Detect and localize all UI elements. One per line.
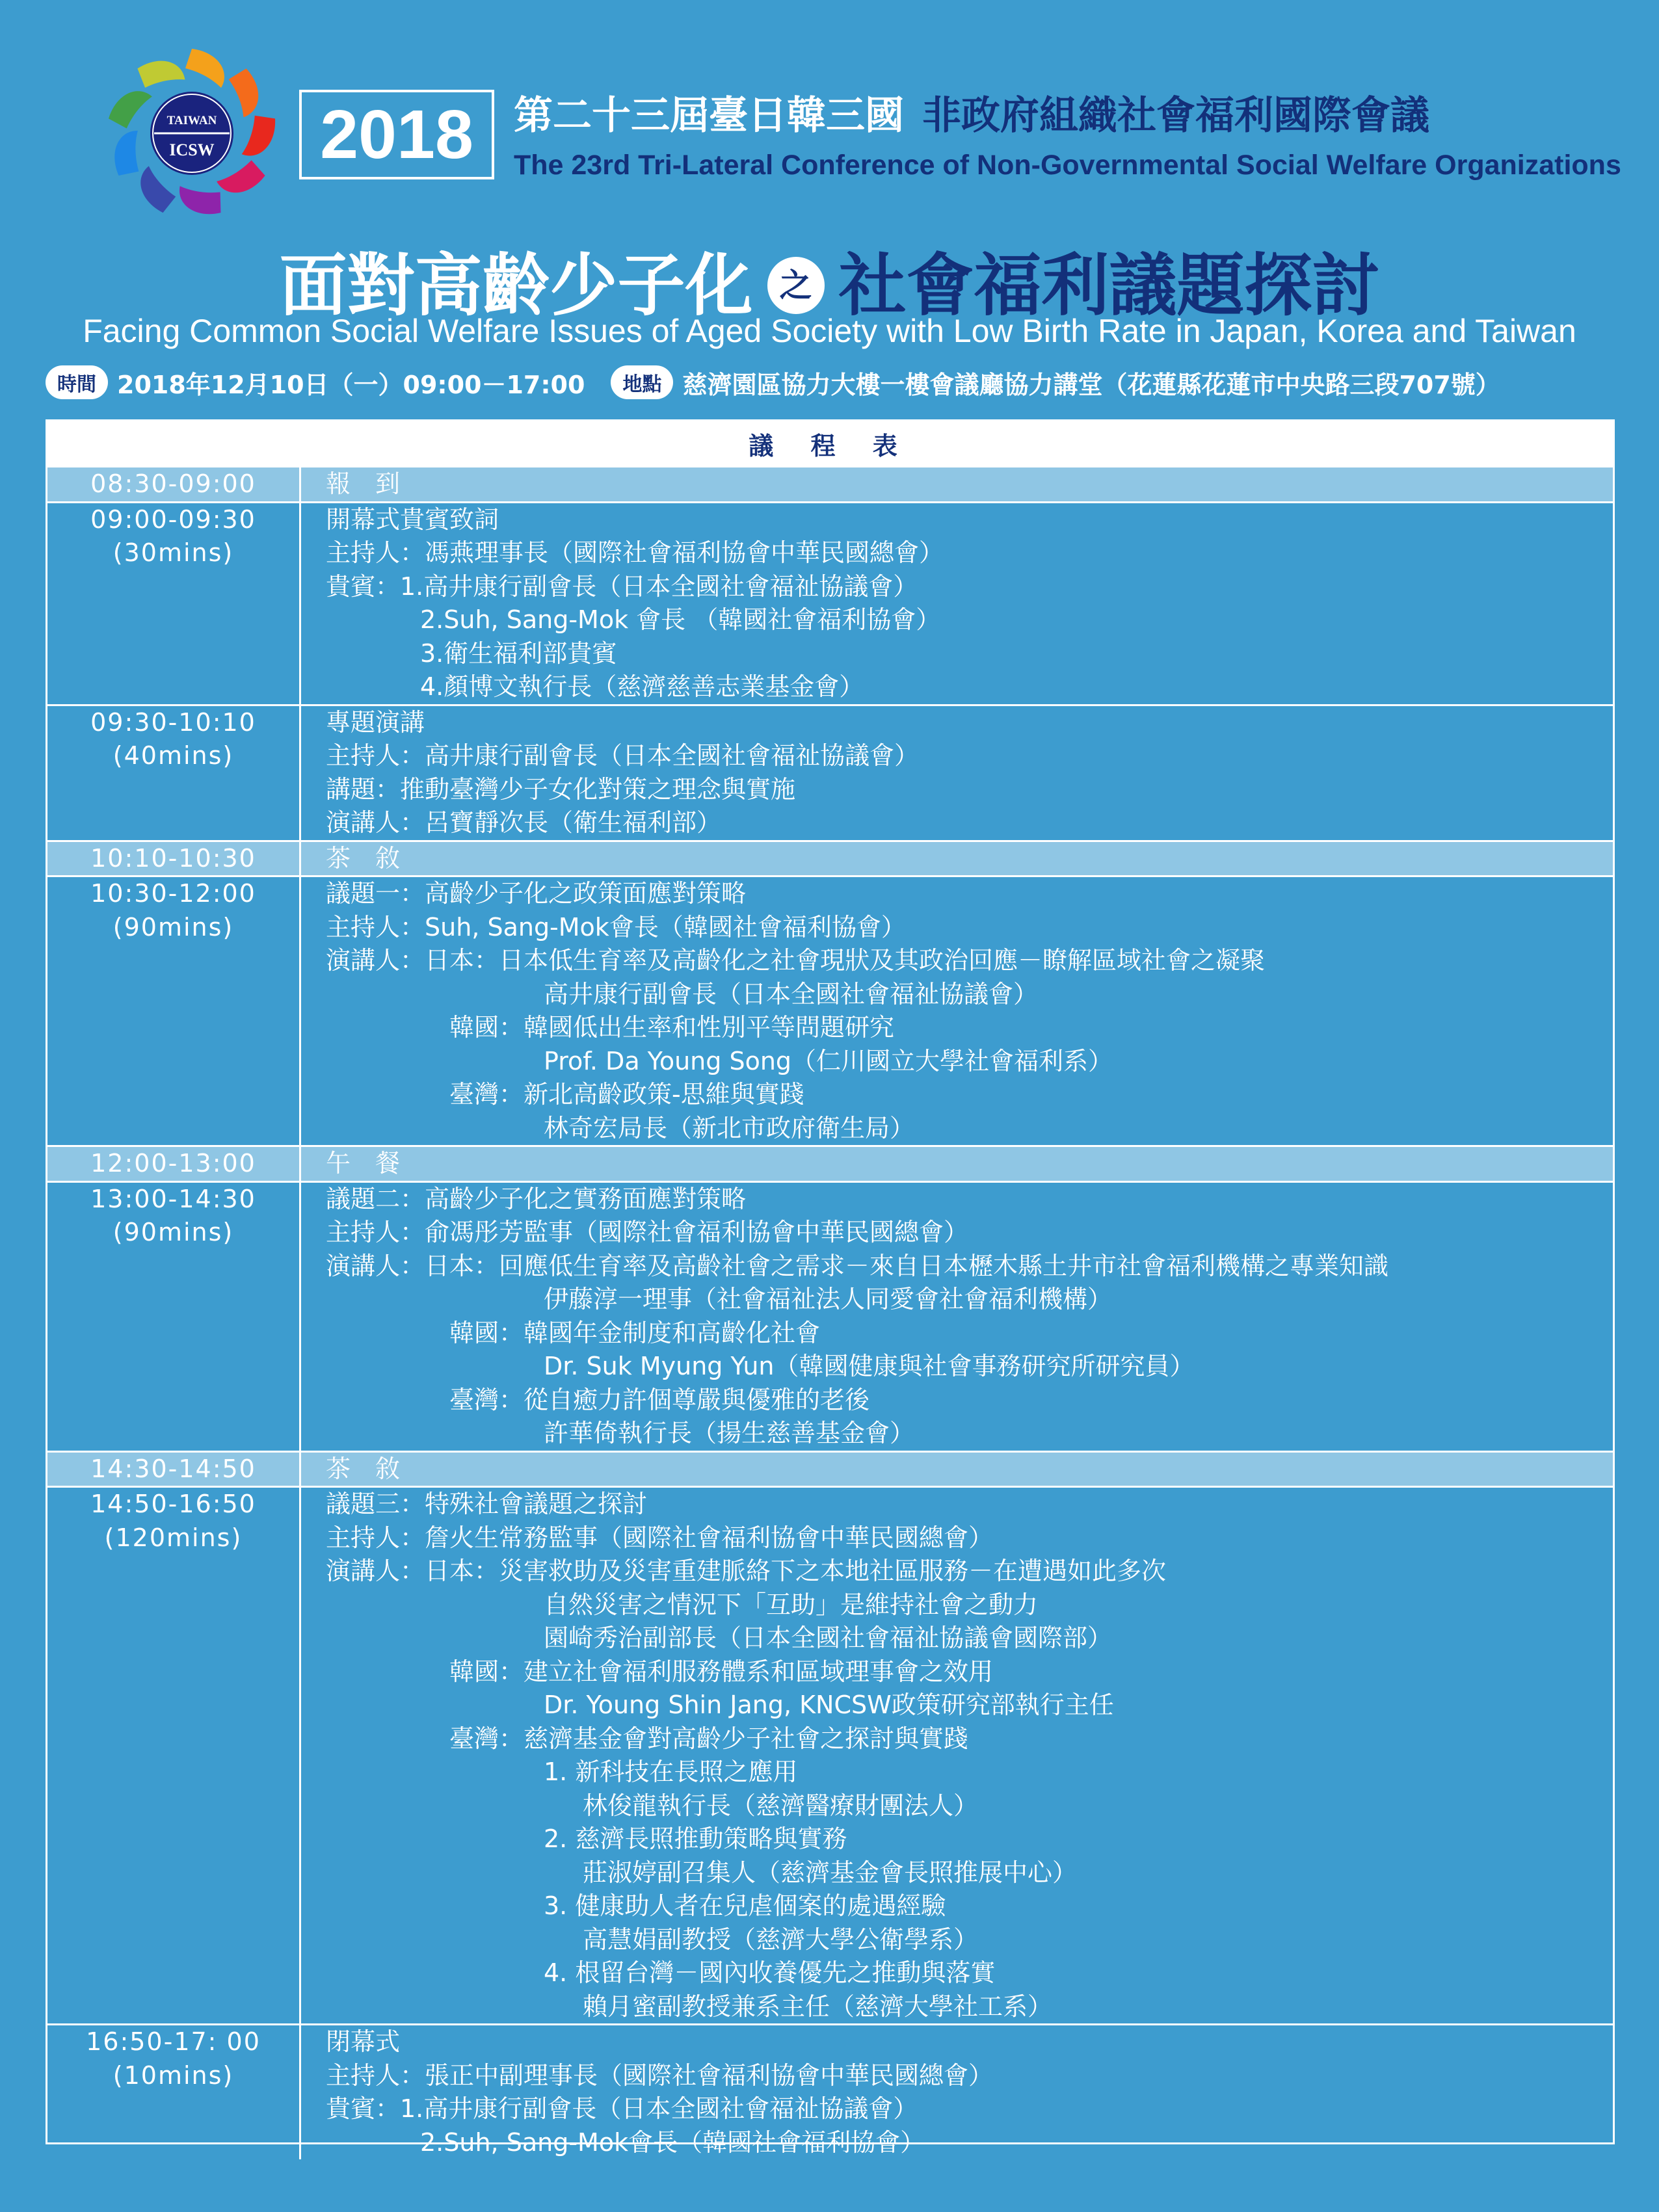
agenda-line: 議題一：高齡少子化之政策面應對策略: [326, 879, 747, 908]
agenda-time: [47, 503, 301, 704]
agenda-line: 園崎秀治副部長（日本全國社會福祉協議會國際部）: [544, 1624, 1113, 1652]
agenda-time-range: 10:10-10:30: [90, 843, 256, 873]
year-box: [299, 90, 494, 179]
agenda-line: 1. 新科技在長照之應用: [544, 1758, 798, 1786]
event-info: [46, 363, 1500, 402]
agenda-duration: (90mins): [113, 912, 234, 941]
agenda-line: Prof. Da Young Song（仁川國立大學社會福利系）: [544, 1046, 1113, 1075]
subtitle-en: Facing Common Social Welfare Issues of Aged Society with Low Birth Rate in Japan, Korea and Taiwan: [83, 313, 1576, 349]
agenda-line: Dr. Young Shin Jang, KNCSW政策研究部執行主任: [544, 1691, 1114, 1719]
agenda-time-range: 10:30-12:00: [90, 879, 256, 908]
agenda-time: [47, 842, 301, 876]
agenda-line: 2. 慈濟長照推動策略與實務: [544, 1824, 847, 1853]
agenda-line: 3. 健康助人者在兒虐個案的處遇經驗: [544, 1891, 946, 1920]
conference-title-zh-part2: 非政府組織社會福利國際會議: [922, 93, 1429, 138]
agenda-line: 演講人：日本：災害救助及災害重建脈絡下之本地社區服務－在遭遇如此多次: [326, 1557, 1167, 1585]
time-value: 2018年12月10日（一）09:00－17:00: [117, 370, 585, 399]
agenda-line: 主持人：馮燕理事長（國際社會福利協會中華民國總會）: [326, 538, 944, 567]
agenda-line: 主持人：俞馮彤芳監事（國際社會福利協會中華民國總會）: [326, 1218, 969, 1246]
agenda-time-range: 09:00-09:30: [90, 505, 256, 534]
agenda-row: [47, 1181, 1613, 1451]
agenda-time-range: 14:50-16:50: [90, 1490, 256, 1518]
agenda-row: [47, 466, 1613, 501]
agenda-line: 議題三：特殊社會議題之探討: [326, 1490, 648, 1518]
agenda-time-range: 08:30-09:00: [90, 469, 256, 498]
agenda-heading: 議 程 表: [47, 421, 1613, 466]
agenda-time-range: 12:00-13:00: [90, 1149, 256, 1178]
agenda-line: 主持人：詹火生常務監事（國際社會福利協會中華民國總會）: [326, 1523, 994, 1552]
agenda-line: 韓國：韓國年金制度和高齡化社會: [449, 1318, 821, 1347]
agenda-content: [301, 1183, 1613, 1451]
agenda-time: [47, 706, 301, 840]
agenda-line: 報 到: [326, 469, 401, 498]
agenda-content: [301, 503, 1613, 704]
agenda-time: [47, 1453, 301, 1486]
agenda-content: [301, 1453, 1613, 1486]
time-label-badge: 時間: [46, 365, 108, 399]
agenda-content: [301, 842, 1613, 876]
agenda-duration: (10mins): [113, 2061, 234, 2090]
agenda-line: 2.Suh, Sang-Mok 會長 （韓國社會福利協會）: [420, 605, 941, 634]
agenda-line: 主持人：張正中副理事長（國際社會福利協會中華民國總會）: [326, 2061, 994, 2090]
agenda-time: [47, 1183, 301, 1451]
agenda-time: [47, 2025, 301, 2159]
main-title-part1: 面對高齡少子化: [279, 246, 753, 325]
agenda-line: 閉幕式: [326, 2027, 401, 2056]
agenda-line: 講題：推動臺灣少子女化對策之理念與實施: [326, 774, 796, 804]
agenda-line: 演講人：日本：日本低生育率及高齡化之社會現狀及其政治回應－瞭解區域社會之凝聚: [326, 946, 1266, 975]
agenda-time: [47, 877, 301, 1145]
agenda-line: 3.衛生福利部貴賓: [420, 639, 617, 668]
agenda-line: 林奇宏局長（新北市政府衛生局）: [544, 1113, 915, 1142]
agenda-line: 臺灣：從自癒力許個尊嚴與優雅的老後: [449, 1385, 870, 1414]
agenda-content: [301, 877, 1613, 1145]
main-title-part2: 社會福利議題探討: [838, 246, 1380, 325]
agenda-line: 臺灣：新北高齡政策-思維與實踐: [449, 1080, 804, 1109]
agenda-row: [47, 875, 1613, 1145]
agenda-row: [47, 840, 1613, 876]
agenda-line: 林俊龍執行長（慈濟醫療財團法人）: [583, 1791, 979, 1820]
agenda-line: 自然災害之情況下「互助」是維持社會之動力: [544, 1590, 1039, 1619]
agenda-line: 主持人：Suh, Sang-Mok會長（韓國社會福利協會）: [326, 912, 906, 941]
agenda-line: 臺灣：慈濟基金會對高齡少子社會之探討與實踐: [449, 1724, 969, 1753]
agenda-row: [47, 1145, 1613, 1181]
agenda-content: [301, 467, 1613, 501]
agenda-table: [46, 419, 1615, 2157]
conference-title-en: The 23rd Tri-Lateral Conference of Non-Governmental Social Welfare Organizations: [514, 150, 1621, 181]
agenda-time: [47, 1147, 301, 1181]
agenda-line: 專題演講: [326, 707, 425, 737]
agenda-line: Dr. Suk Myung Yun（韓國健康與社會事務研究所研究員）: [544, 1352, 1195, 1380]
agenda-time-range: 13:00-14:30: [90, 1184, 256, 1213]
agenda-line: 許華倚執行長（揚生慈善基金會）: [544, 1419, 915, 1447]
agenda-duration: (120mins): [104, 1523, 243, 1552]
conference-title-zh-part1: 第二十三屆臺日韓三國: [514, 93, 904, 138]
agenda-rows: [47, 466, 1613, 2159]
agenda-time-range: 14:30-14:50: [90, 1454, 256, 1483]
agenda-row: [47, 1486, 1613, 2023]
year-text: 2018: [320, 96, 473, 173]
agenda-line: 2.Suh, Sang-Mok會長（韓國社會福利協會）: [420, 2127, 925, 2157]
agenda-row: [47, 704, 1613, 840]
agenda-time: [47, 1488, 301, 2023]
agenda-line: 4.顏博文執行長（慈濟慈善志業基金會）: [420, 672, 864, 701]
agenda-line: 主持人：高井康行副會長（日本全國社會福祉協議會）: [326, 741, 920, 770]
logo-text-bottom: ICSW: [169, 140, 215, 159]
agenda-line: 貴賓：1.高井康行副會長（日本全國社會福祉協議會）: [326, 572, 918, 601]
agenda-line: 莊淑婷副召集人（慈濟基金會長照推展中心）: [583, 1858, 1078, 1887]
agenda-line: 韓國：韓國低出生率和性別平等問題研究: [449, 1013, 895, 1042]
logo-text-top: TAIWAN: [166, 114, 217, 127]
agenda-line: 午 餐: [326, 1149, 401, 1178]
agenda-line: 茶 敘: [326, 843, 401, 873]
place-label-badge: 地點: [611, 365, 673, 399]
conference-title-zh: [514, 85, 1429, 140]
agenda-duration: (40mins): [113, 741, 234, 770]
agenda-line: 賴月蜜副教授兼系主任（慈濟大學社工系）: [583, 1992, 1053, 2021]
agenda-line: 演講人：日本：回應低生育率及高齡社會之需求－來自日本櫪木縣土井市社會福利機構之專業知識: [326, 1251, 1389, 1280]
agenda-duration: (30mins): [113, 538, 234, 567]
agenda-line: 演講人：呂寶靜次長（衛生福利部）: [326, 808, 722, 837]
agenda-line: 開幕式貴賓致詞: [326, 505, 499, 534]
agenda-line: 伊藤淳一理事（社會福祉法人同愛會社會福利機構）: [544, 1285, 1113, 1313]
main-title-connector: 之: [767, 257, 825, 314]
agenda-line: 高慧娟副教授（慈濟大學公衛學系）: [583, 1925, 979, 1954]
agenda-row: [47, 1451, 1613, 1486]
agenda-line: 貴賓：1.高井康行副會長（日本全國社會福祉協議會）: [326, 2094, 918, 2123]
agenda-line: 議題二：高齡少子化之實務面應對策略: [326, 1184, 747, 1213]
agenda-content: [301, 2025, 1613, 2159]
agenda-content: [301, 706, 1613, 840]
agenda-content: [301, 1147, 1613, 1181]
place-value: 慈濟園區協力大樓一樓會議廳協力講堂（花蓮縣花蓮市中央路三段707號）: [682, 370, 1500, 399]
agenda-time-range: 09:30-10:10: [90, 707, 256, 737]
agenda-line: 高井康行副會長（日本全國社會福祉協議會）: [544, 979, 1039, 1008]
agenda-time-range: 16:50-17: 00: [86, 2027, 261, 2056]
agenda-time: [47, 467, 301, 501]
agenda-duration: (90mins): [113, 1218, 234, 1246]
agenda-line: 4. 根留台灣－國內收養優先之推動與落實: [544, 1958, 996, 1987]
agenda-content: [301, 1488, 1613, 2023]
agenda-row: [47, 2023, 1613, 2159]
agenda-line: 茶 敘: [326, 1454, 401, 1483]
taiwan-icsw-logo: [104, 46, 280, 221]
agenda-line: 韓國：建立社會福利服務體系和區域理事會之效用: [449, 1657, 994, 1686]
agenda-row: [47, 501, 1613, 704]
